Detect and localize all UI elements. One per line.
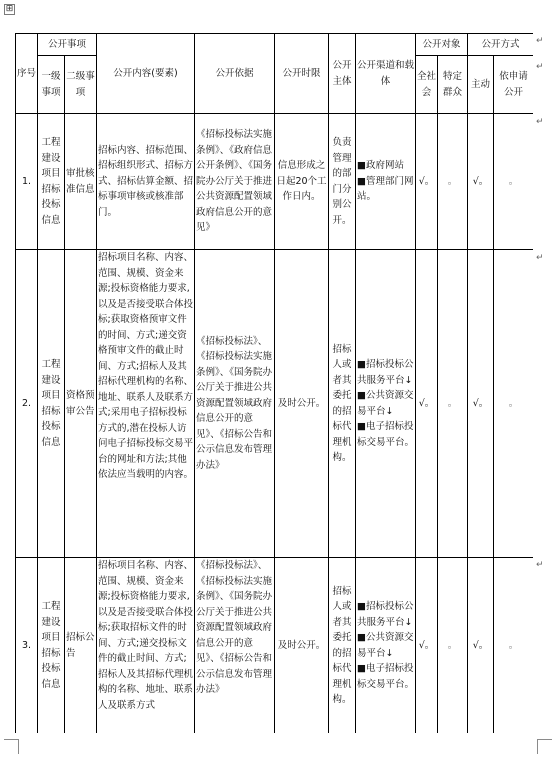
cell-on-request: 。 — [494, 558, 533, 734]
channel-item: ■管理部门网站。 — [357, 175, 414, 203]
cell-on-request: 。 — [494, 250, 533, 558]
table-row — [16, 250, 534, 558]
cell-active: √。 — [468, 114, 494, 250]
row-end-mark: ↵ — [536, 36, 544, 46]
cell-specific: 。 — [438, 250, 468, 558]
row-end-mark: ↵ — [536, 560, 544, 570]
cell-subject: 负责管理的部门分别公开。 — [329, 114, 356, 250]
table-row — [16, 114, 534, 250]
cell-channel — [356, 250, 416, 558]
row-end-mark: ↵ — [536, 253, 544, 263]
header-seq: 序号 — [16, 34, 38, 114]
cell-all-society: √。 — [416, 114, 438, 250]
cell-level2: 资格预审公告 — [65, 250, 97, 558]
page-corner-mark — [537, 739, 552, 754]
channel-item: ■招标投标公共服务平台↓ — [357, 359, 414, 386]
cell-basis: 《招标投标法实施条例》、《政府信息公开条例》、《国务院办公厅关于推进公共资源配置领域政府信息公开的意见》 — [195, 114, 275, 250]
header-level1: 一级事项 — [38, 56, 65, 114]
cell-specific: 。 — [438, 558, 468, 734]
header-subject: 公开主体 — [329, 34, 356, 114]
header-row — [16, 34, 534, 56]
cell-level1: 工程建设项目招标投标信息 — [38, 114, 65, 250]
header-group-object: 公开对象 — [416, 34, 468, 56]
cell-content: 招标项目名称、内容、范围、规模、资金来源;投标资格能力要求,以及是否接受联合体投标;获取招标文件的时间、方式;递交投标文件的截止时间、方式;招标人及其招标代理机构的名称、地址、联系人及联系方式 — [97, 558, 195, 734]
header-all-society: 全社会 — [416, 56, 438, 114]
cell-channel — [356, 114, 416, 250]
cell-all-society: √。 — [416, 250, 438, 558]
cell-seq: 1. — [16, 114, 38, 250]
cell-active: √。 — [468, 250, 494, 558]
cell-on-request: 。 — [494, 114, 533, 250]
cell-subject: 招标人或者其委托的招标代理机构。 — [329, 250, 356, 558]
page-corner-mark — [4, 739, 19, 754]
cell-channel — [356, 558, 416, 734]
channel-item: ■政府网站 — [357, 160, 404, 172]
header-on-request: 依申请公开 — [494, 56, 533, 114]
disclosure-table — [15, 33, 533, 733]
disclosure-table-wrapper — [15, 33, 533, 733]
cell-time: 信息形成之日起20个工作日内。 — [275, 114, 329, 250]
cell-content: 招标内容、招标范围、招标组织形式、招标方式、招标估算金额、招标事项审核或核准部门。 — [97, 114, 195, 250]
cell-basis: 《招标投标法》、《招标投标法实施条例》、《国务院办公厅关于推进公共资源配置领域政府信息公开的意见》、《招标公告和公示信息发布管理办法》 — [195, 558, 275, 734]
cell-all-society: √。 — [416, 558, 438, 734]
table-row — [16, 558, 534, 734]
channel-item: ■招标投标公共服务平台↓ — [357, 601, 414, 628]
cell-active: √。 — [468, 558, 494, 734]
cell-level2: 招标公告 — [65, 558, 97, 734]
cell-seq: 3. — [16, 558, 38, 734]
header-active: 主动 — [468, 56, 494, 114]
header-time: 公开时限 — [275, 34, 329, 114]
row-end-mark: ↵ — [536, 62, 544, 72]
header-basis: 公开依据 — [195, 34, 275, 114]
header-group-method: 公开方式 — [468, 34, 533, 56]
row-end-mark: ↵ — [536, 117, 544, 127]
header-group-matter: 公开事项 — [38, 34, 97, 56]
channel-item: ■电子招标投标交易平台。 — [357, 663, 415, 690]
header-channel: 公开渠道和载体 — [356, 34, 416, 114]
cell-content: 招标项目名称、内容、范围、规模、资金来源;投标资格能力要求,以及是否接受联合体投标;获取资格预审文件的时间、方式;递交资格预审文件的截止时间、方式;招标人及其招标代理机构的名称、地址、联系人及联系方式;采用电子招标投标方式的,潜在投标人访问电子招标投标交易平台的网址和方法;其他依法应当载明的内容。 — [97, 250, 195, 558]
cell-seq: 2. — [16, 250, 38, 558]
table-move-handle-icon[interactable]: ⊞ — [5, 4, 14, 14]
cell-specific: 。 — [438, 114, 468, 250]
header-level2: 二级事项 — [65, 56, 97, 114]
channel-item: ■公共资源交易平台↓ — [357, 632, 414, 659]
cell-subject: 招标人或者其委托的招标代理机构。 — [329, 558, 356, 734]
cell-level1: 工程建设项目招标投标信息 — [38, 250, 65, 558]
header-specific: 特定群众 — [438, 56, 468, 114]
channel-item: ■电子招标投标交易平台。 — [357, 421, 415, 448]
cell-time: 及时公开。 — [275, 250, 329, 558]
cell-time: 及时公开。 — [275, 558, 329, 734]
cell-level2: 审批核准信息 — [65, 114, 97, 250]
channel-item: ■公共资源交易平台↓ — [357, 390, 414, 417]
header-content: 公开内容(要素) — [97, 34, 195, 114]
cell-basis: 《招标投标法》、《招标投标法实施条例》、《国务院办公厅关于推进公共资源配置领域政府信息公开的意见》、《招标公告和公示信息发布管理办法》 — [195, 250, 275, 558]
cell-level1: 工程建设项目招标投标信息 — [38, 558, 65, 734]
